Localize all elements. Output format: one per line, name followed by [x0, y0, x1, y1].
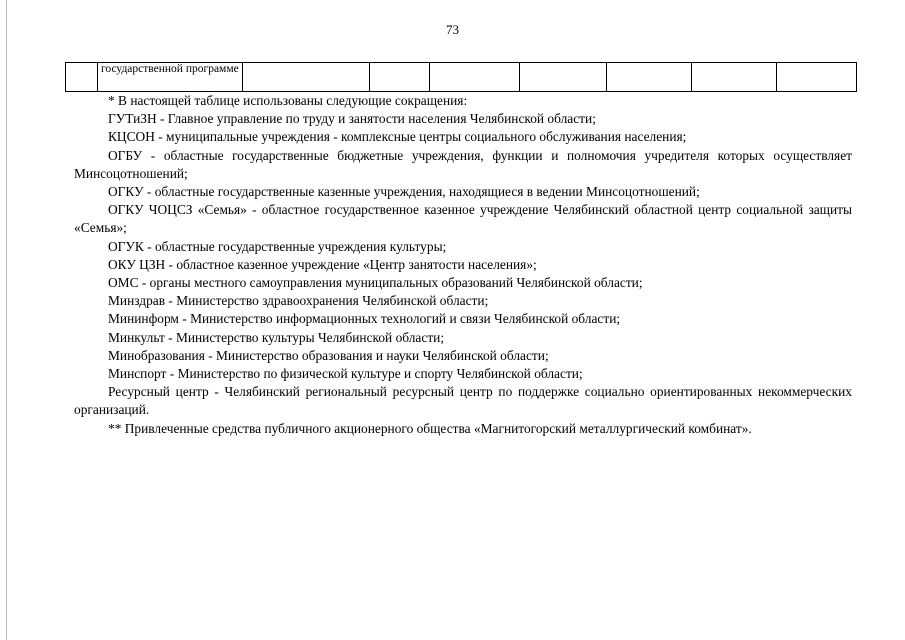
note-line: Минкульт - Министерство культуры Челябинской области;	[108, 329, 445, 345]
abbreviations-notes	[74, 92, 852, 438]
table-cell	[243, 63, 370, 92]
table-row	[66, 63, 857, 92]
footnote-line: ** Привлеченные средства публичного акционерного общества «Магнитогорский металлургический комбинат».	[108, 420, 752, 436]
note-line: ОКУ ЦЗН - областное казенное учреждение «Центр занятости населения»;	[108, 256, 537, 272]
note-line: ГУТиЗН - Главное управление по труду и занятости населения Челябинской области;	[108, 111, 596, 127]
note-line: Мининформ - Министерство информационных технологий и связи Челябинской области;	[108, 311, 621, 327]
table-cell	[692, 63, 777, 92]
continuation-table	[65, 62, 857, 92]
table-cell	[520, 63, 607, 92]
note-line: ОГКУ - областные государственные казенные учреждения, находящиеся в ведении Минсоцотношений;	[108, 184, 700, 200]
table-cell	[777, 63, 857, 92]
note-line: Минобразования - Министерство образования и науки Челябинской области;	[108, 347, 549, 363]
table-cell	[430, 63, 520, 92]
table-cell	[370, 63, 430, 92]
table-cell	[607, 63, 692, 92]
scan-edge-line	[6, 0, 7, 640]
note-line: ОГКУ ЧОЦСЗ «Семья» - областное государственное казенное учреждение Челябинский областной центр социальной защиты «Семья»;	[74, 202, 852, 236]
note-line: ОГУК - областные государственные учреждения культуры;	[108, 238, 447, 254]
table-cell-program: государственной программе	[98, 63, 243, 92]
note-line: ОГБУ - областные государственные бюджетные учреждения, функции и полномочия учредителя которых осуществляет Минсоцотношений;	[74, 147, 852, 181]
page-number: 73	[446, 22, 459, 37]
note-line: Минздрав - Министерство здравоохранения Челябинской области;	[108, 293, 489, 309]
note-line: ОМС - органы местного самоуправления муниципальных образований Челябинской области;	[108, 275, 643, 291]
note-line: КЦСОН - муниципальные учреждения - комплексные центры социального обслуживания населения;	[108, 129, 687, 145]
note-line: Ресурсный центр - Челябинский региональный ресурсный центр по поддержке социально ориентированных некоммерческих организаций.	[74, 384, 852, 418]
note-line: Минспорт - Министерство по физической культуре и спорту Челябинской области;	[108, 366, 583, 382]
table-cell	[66, 63, 98, 92]
note-line: * В настоящей таблице использованы следующие сокращения:	[108, 93, 468, 108]
